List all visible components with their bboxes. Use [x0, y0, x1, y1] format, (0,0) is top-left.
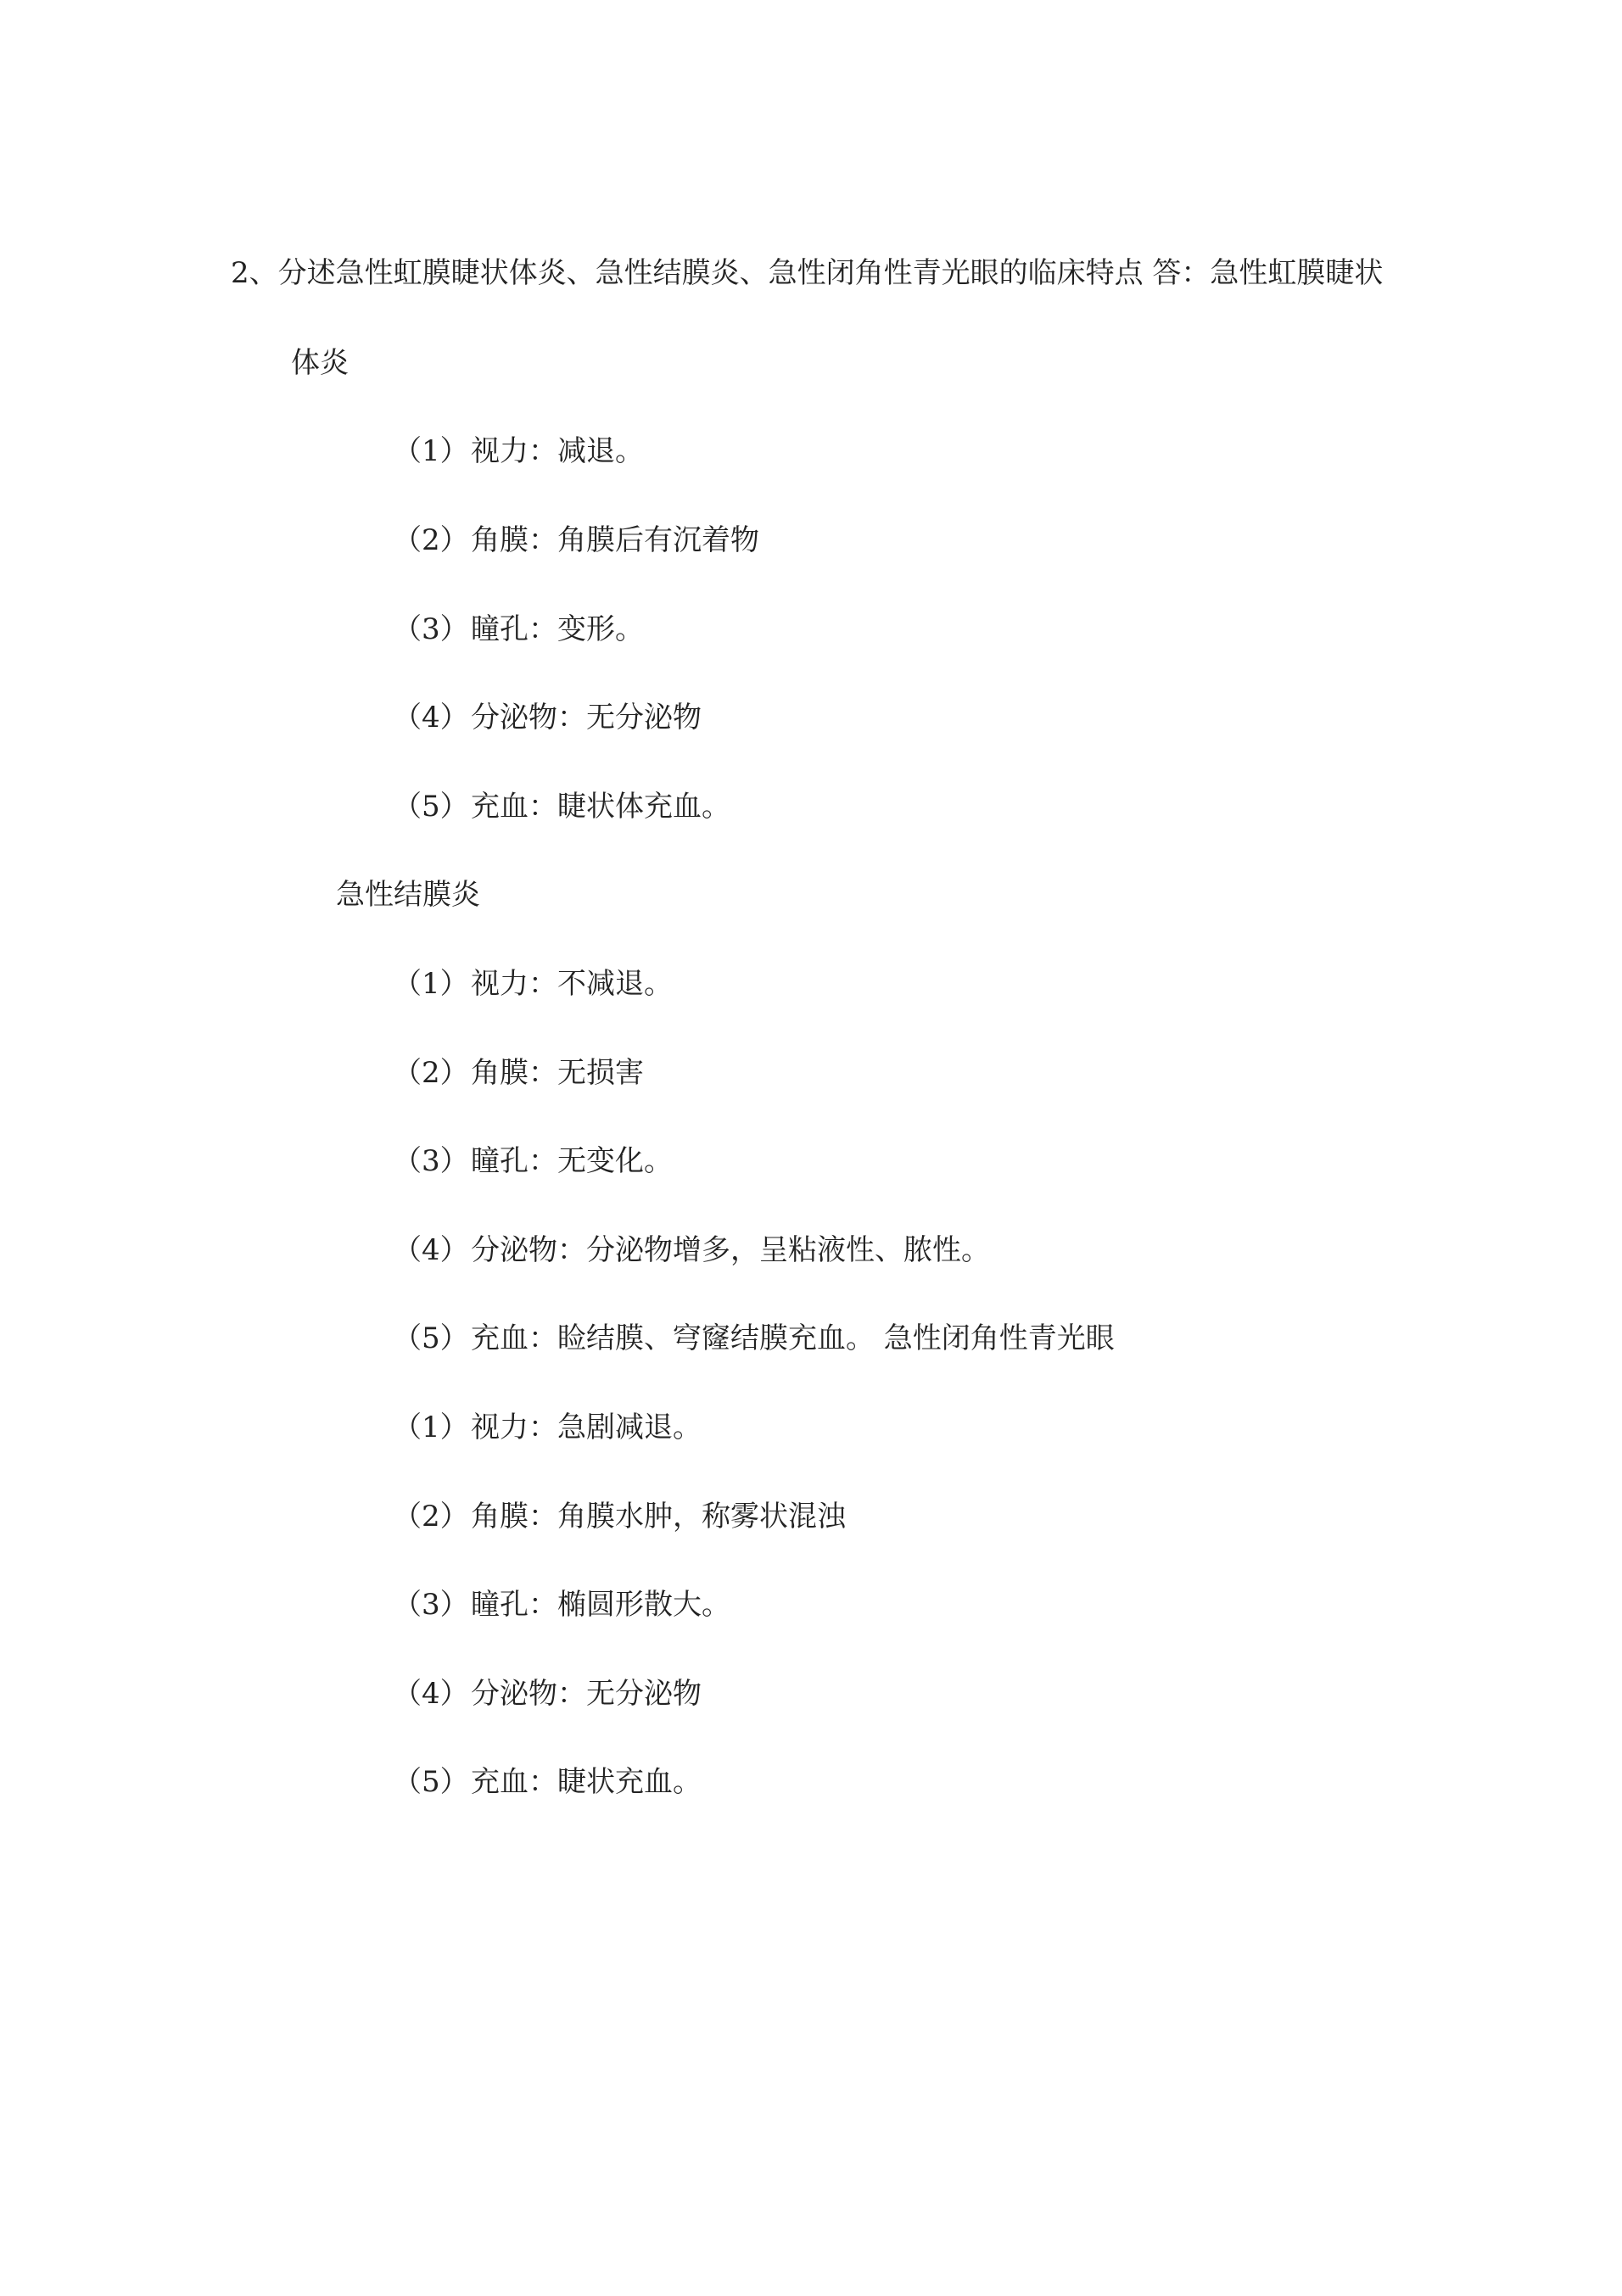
section-title: 急性结膜炎	[336, 878, 480, 912]
question-line-2: 体炎	[291, 346, 349, 380]
list-item: （2）角膜：角膜水肿，称雾状混浊	[393, 1500, 846, 1533]
list-item: （3）瞳孔：无变化。	[393, 1144, 673, 1178]
list-item: （5）充血：睫状充血。	[393, 1765, 702, 1799]
list-item: （5）充血：睫状体充血。	[393, 790, 730, 824]
list-item: （3）瞳孔：椭圆形散大。	[393, 1588, 730, 1622]
list-item: （5）充血：睑结膜、穹窿结膜充血。 急性闭角性青光眼	[393, 1321, 1115, 1355]
list-item: （2）角膜：无损害	[393, 1056, 644, 1090]
list-item: （1）视力：减退。	[393, 434, 644, 468]
list-item: （1）视力：急剧减退。	[393, 1411, 702, 1444]
list-item: （4）分泌物：分泌物增多，呈粘液性、脓性。	[393, 1233, 990, 1267]
question-line-1: 2、分述急性虹膜睫状体炎、急性结膜炎、急性闭角性青光眼的临床特点 答：急性虹膜睫状	[231, 256, 1384, 290]
list-item: （1）视力：不减退。	[393, 967, 673, 1001]
list-item: （4）分泌物：无分泌物	[393, 701, 702, 735]
list-item: （3）瞳孔：变形。	[393, 612, 644, 646]
list-item: （2）角膜：角膜后有沉着物	[393, 523, 759, 557]
list-item: （4）分泌物：无分泌物	[393, 1677, 702, 1711]
